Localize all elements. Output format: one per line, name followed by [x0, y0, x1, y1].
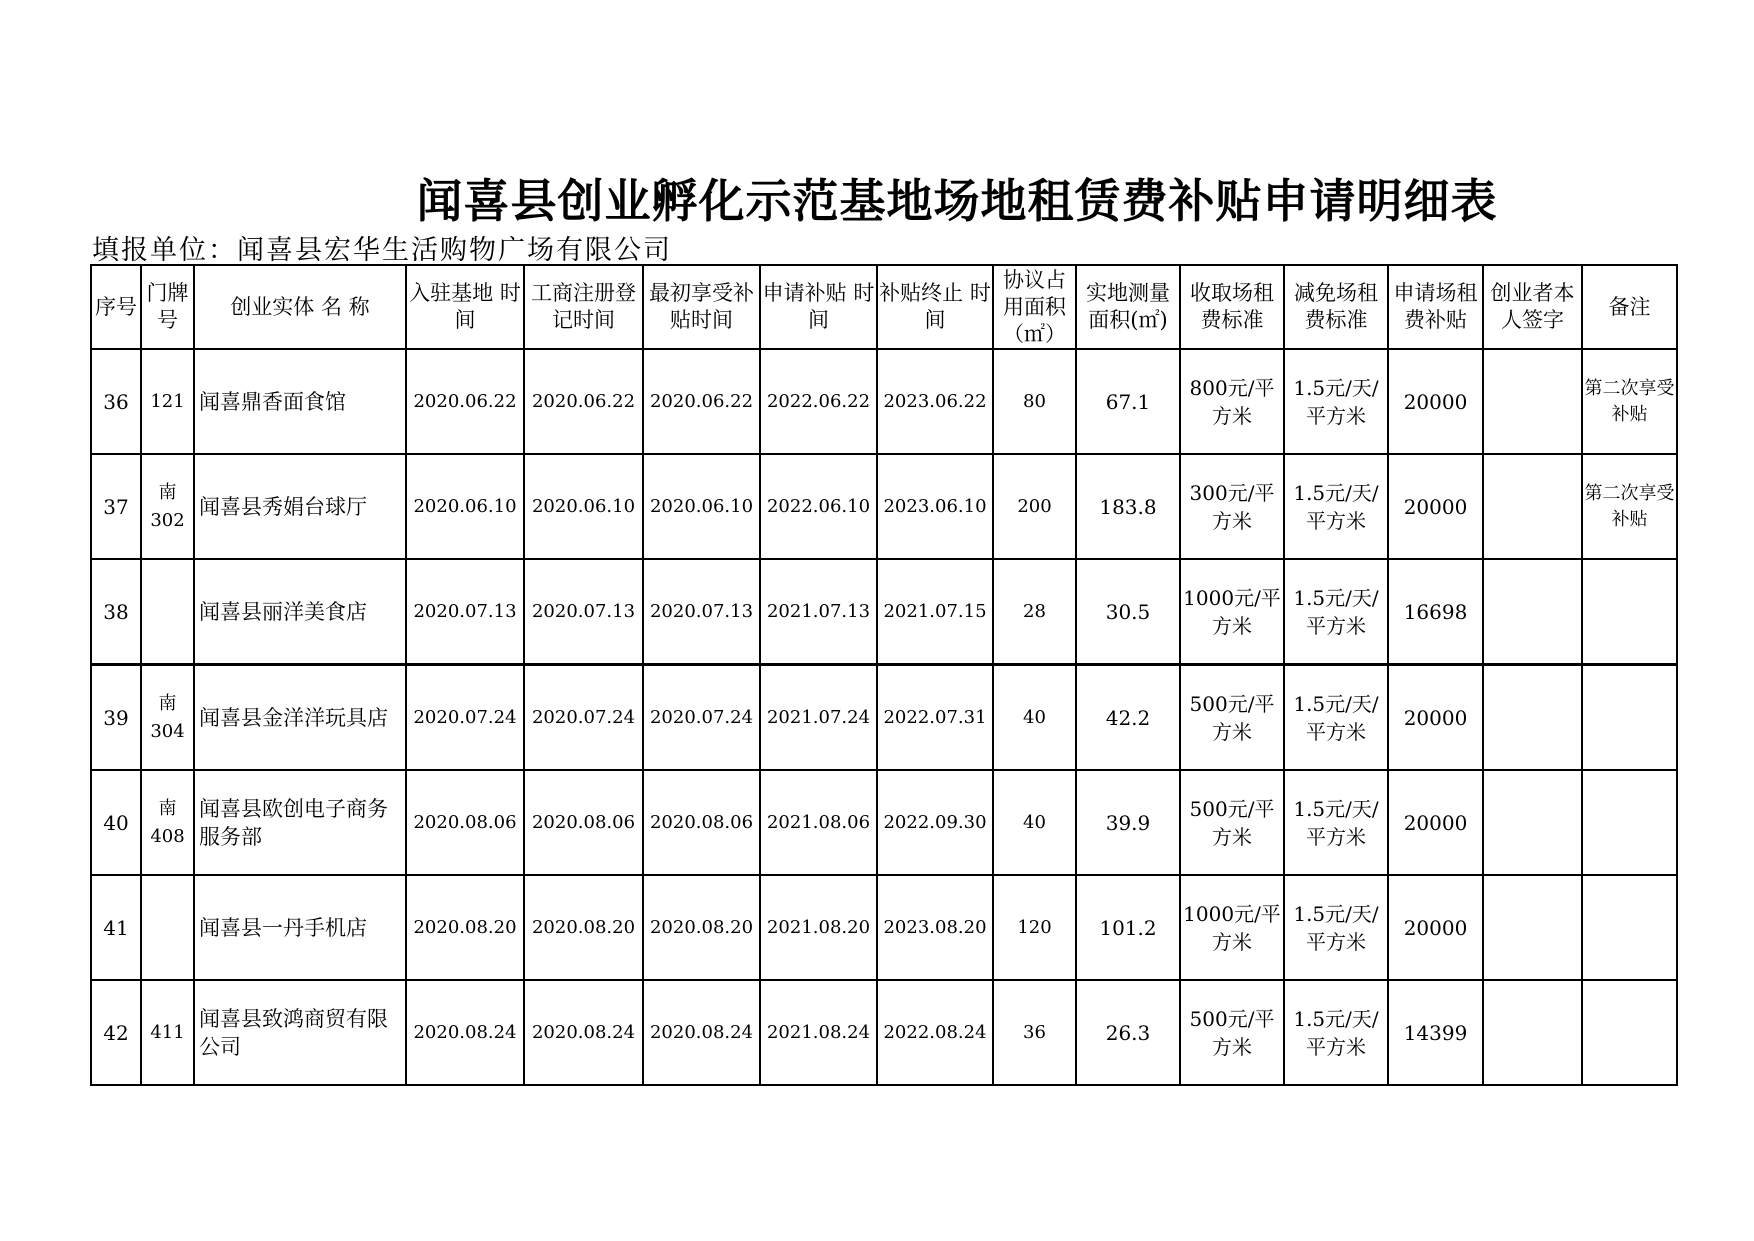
cell-end-date: 2023.08.20 — [877, 875, 993, 980]
cell-amount: 20000 — [1388, 454, 1483, 559]
cell-door: 南408 — [141, 770, 194, 875]
cell-seq: 42 — [91, 980, 141, 1085]
cell-measured-area: 67.1 — [1076, 349, 1180, 454]
cell-first-date: 2020.06.22 — [643, 349, 760, 454]
header-reduce: 减免场租费标准 — [1284, 265, 1388, 349]
cell-end-date: 2021.07.15 — [877, 559, 993, 665]
cell-entity-name: 闻喜县金洋洋玩具店 — [194, 665, 406, 771]
header-agreed: 协议占用面积（㎡） — [993, 265, 1076, 349]
cell-agreed-area: 36 — [993, 980, 1076, 1085]
cell-remark: 第二次享受补贴 — [1582, 349, 1677, 454]
cell-apply-date: 2021.07.24 — [760, 665, 877, 771]
cell-entity-name: 闻喜县丽洋美食店 — [194, 559, 406, 665]
header-row — [91, 265, 1677, 349]
table-row — [91, 980, 1677, 1085]
cell-reduce-standard: 1.5元/天/平方米 — [1284, 665, 1388, 771]
cell-fee-standard: 1000元/平方米 — [1180, 559, 1284, 665]
cell-entity-name: 闻喜县一丹手机店 — [194, 875, 406, 980]
cell-entry-date: 2020.07.13 — [406, 559, 524, 665]
header-entity: 创业实体 名 称 — [194, 265, 406, 349]
cell-fee-standard: 800元/平方米 — [1180, 349, 1284, 454]
cell-reduce-standard: 1.5元/天/平方米 — [1284, 770, 1388, 875]
table-row — [91, 875, 1677, 980]
header-seq: 序号 — [91, 265, 141, 349]
cell-apply-date: 2021.08.20 — [760, 875, 877, 980]
cell-seq: 39 — [91, 665, 141, 771]
cell-entry-date: 2020.08.20 — [406, 875, 524, 980]
cell-fee-standard: 1000元/平方米 — [1180, 875, 1284, 980]
cell-remark: 第二次享受补贴 — [1582, 454, 1677, 559]
cell-entry-date: 2020.07.24 — [406, 665, 524, 771]
cell-measured-area: 42.2 — [1076, 665, 1180, 771]
cell-reduce-standard: 1.5元/天/平方米 — [1284, 980, 1388, 1085]
cell-signature — [1483, 454, 1582, 559]
header-entry: 入驻基地 时 间 — [406, 265, 524, 349]
cell-reg-date: 2020.08.06 — [524, 770, 643, 875]
cell-seq: 38 — [91, 559, 141, 665]
table-row — [91, 770, 1677, 875]
header-remark: 备注 — [1582, 265, 1677, 349]
cell-fee-standard: 500元/平方米 — [1180, 980, 1284, 1085]
cell-agreed-area: 40 — [993, 665, 1076, 771]
cell-entry-date: 2020.06.10 — [406, 454, 524, 559]
cell-entity-name: 闻喜县欧创电子商务服务部 — [194, 770, 406, 875]
cell-door: 南302 — [141, 454, 194, 559]
cell-entity-name: 闻喜县致鸿商贸有限公司 — [194, 980, 406, 1085]
cell-signature — [1483, 349, 1582, 454]
cell-end-date: 2023.06.10 — [877, 454, 993, 559]
cell-first-date: 2020.07.24 — [643, 665, 760, 771]
cell-agreed-area: 120 — [993, 875, 1076, 980]
cell-first-date: 2020.07.13 — [643, 559, 760, 665]
cell-end-date: 2022.07.31 — [877, 665, 993, 771]
cell-door — [141, 875, 194, 980]
cell-entity-name: 闻喜鼎香面食馆 — [194, 349, 406, 454]
cell-end-date: 2022.08.24 — [877, 980, 993, 1085]
header-first: 最初享受补贴时间 — [643, 265, 760, 349]
header-reg: 工商注册登记时间 — [524, 265, 643, 349]
cell-apply-date: 2022.06.10 — [760, 454, 877, 559]
cell-entity-name: 闻喜县秀娟台球厅 — [194, 454, 406, 559]
cell-apply-date: 2021.07.13 — [760, 559, 877, 665]
cell-first-date: 2020.08.20 — [643, 875, 760, 980]
cell-apply-date: 2021.08.06 — [760, 770, 877, 875]
cell-remark — [1582, 770, 1677, 875]
cell-measured-area: 30.5 — [1076, 559, 1180, 665]
cell-reg-date: 2020.06.10 — [524, 454, 643, 559]
document-title: 闻喜县创业孵化示范基地场地租赁费补贴申请明细表 — [416, 174, 1498, 228]
header-measured: 实地测量面积(㎡) — [1076, 265, 1180, 349]
cell-signature — [1483, 665, 1582, 771]
cell-first-date: 2020.06.10 — [643, 454, 760, 559]
cell-amount: 16698 — [1388, 559, 1483, 665]
cell-reduce-standard: 1.5元/天/平方米 — [1284, 875, 1388, 980]
header-sign: 创业者本人签字 — [1483, 265, 1582, 349]
cell-door: 121 — [141, 349, 194, 454]
header-apply: 申请补贴 时 间 — [760, 265, 877, 349]
cell-entry-date: 2020.08.24 — [406, 980, 524, 1085]
cell-measured-area: 101.2 — [1076, 875, 1180, 980]
cell-remark — [1582, 980, 1677, 1085]
cell-first-date: 2020.08.24 — [643, 980, 760, 1085]
cell-remark — [1582, 875, 1677, 980]
cell-fee-standard: 300元/平方米 — [1180, 454, 1284, 559]
cell-door — [141, 559, 194, 665]
header-door: 门牌号 — [141, 265, 194, 349]
cell-measured-area: 26.3 — [1076, 980, 1180, 1085]
cell-reduce-standard: 1.5元/天/平方米 — [1284, 349, 1388, 454]
cell-apply-date: 2021.08.24 — [760, 980, 877, 1085]
cell-reg-date: 2020.07.13 — [524, 559, 643, 665]
cell-end-date: 2022.09.30 — [877, 770, 993, 875]
cell-agreed-area: 200 — [993, 454, 1076, 559]
cell-reg-date: 2020.08.20 — [524, 875, 643, 980]
cell-signature — [1483, 559, 1582, 665]
cell-seq: 36 — [91, 349, 141, 454]
cell-first-date: 2020.08.06 — [643, 770, 760, 875]
cell-measured-area: 39.9 — [1076, 770, 1180, 875]
cell-seq: 37 — [91, 454, 141, 559]
header-amount: 申请场租费补贴 — [1388, 265, 1483, 349]
cell-reg-date: 2020.06.22 — [524, 349, 643, 454]
cell-entry-date: 2020.08.06 — [406, 770, 524, 875]
cell-signature — [1483, 770, 1582, 875]
cell-agreed-area: 40 — [993, 770, 1076, 875]
cell-door: 南304 — [141, 665, 194, 771]
cell-fee-standard: 500元/平方米 — [1180, 665, 1284, 771]
header-fee: 收取场租费标准 — [1180, 265, 1284, 349]
cell-signature — [1483, 980, 1582, 1085]
cell-reduce-standard: 1.5元/天/平方米 — [1284, 559, 1388, 665]
cell-amount: 20000 — [1388, 665, 1483, 771]
cell-door: 411 — [141, 980, 194, 1085]
cell-agreed-area: 28 — [993, 559, 1076, 665]
cell-remark — [1582, 559, 1677, 665]
cell-entry-date: 2020.06.22 — [406, 349, 524, 454]
header-end: 补贴终止 时 间 — [877, 265, 993, 349]
cell-apply-date: 2022.06.22 — [760, 349, 877, 454]
subsidy-table — [90, 264, 1678, 1086]
table-row — [91, 349, 1677, 454]
cell-fee-standard: 500元/平方米 — [1180, 770, 1284, 875]
cell-end-date: 2023.06.22 — [877, 349, 993, 454]
cell-seq: 41 — [91, 875, 141, 980]
cell-measured-area: 183.8 — [1076, 454, 1180, 559]
cell-reg-date: 2020.07.24 — [524, 665, 643, 771]
cell-reg-date: 2020.08.24 — [524, 980, 643, 1085]
cell-reduce-standard: 1.5元/天/平方米 — [1284, 454, 1388, 559]
cell-signature — [1483, 875, 1582, 980]
cell-amount: 20000 — [1388, 875, 1483, 980]
table-row — [91, 665, 1677, 771]
cell-agreed-area: 80 — [993, 349, 1076, 454]
cell-amount: 14399 — [1388, 980, 1483, 1085]
reporting-unit: 填报单位：闻喜县宏华生活购物广场有限公司 — [92, 235, 672, 266]
table-row — [91, 559, 1677, 665]
cell-seq: 40 — [91, 770, 141, 875]
cell-amount: 20000 — [1388, 770, 1483, 875]
table-row — [91, 454, 1677, 559]
cell-amount: 20000 — [1388, 349, 1483, 454]
cell-remark — [1582, 665, 1677, 771]
